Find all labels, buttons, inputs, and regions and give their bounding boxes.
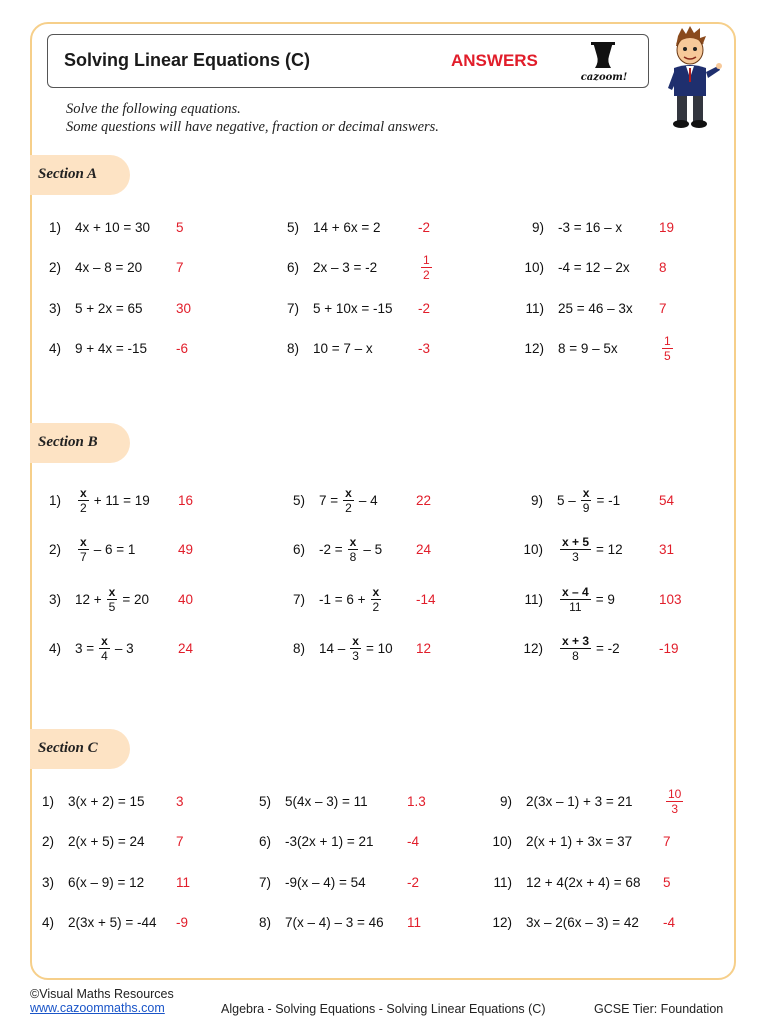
question-number: 4) [41,914,54,930]
answer-value: -9 [176,914,189,930]
fraction-numerator: x [80,534,87,549]
question-number: 11) [524,591,543,607]
answer-value: 19 [659,219,675,235]
fraction-denominator: 8 [349,549,357,564]
question-item [274,584,384,614]
question-number: 1) [48,219,61,235]
equation-text: -2 = [319,541,343,557]
equation-text: = 9 [595,591,615,607]
answer-value: 7 [176,833,184,849]
question-number: 7) [292,591,305,607]
footer-tier: GCSE Tier: Foundation [594,1002,724,1016]
question-number: 1) [48,492,61,508]
answer-value: 49 [178,541,194,557]
footer-website-link[interactable]: www.cazoommaths.com [30,1001,165,1015]
answer-value: 54 [659,492,675,508]
question-item [30,584,149,614]
answer-value [663,786,686,816]
answer-value: 24 [178,640,194,656]
question-equation [75,536,135,563]
fraction [581,487,592,514]
fraction-denominator: 8 [572,648,579,663]
fraction [350,635,361,662]
answer-value: 31 [659,541,675,557]
question-equation: 12 + 4(2x + 4) = 68 [526,874,641,890]
question-equation: 4x + 10 = 30 [75,219,151,235]
question-number: 12) [492,914,512,930]
question-item [505,633,620,663]
answer-value: -2 [418,300,431,316]
question-item [266,293,393,323]
question-item [30,212,150,242]
question-equation: 10 = 7 – x [313,340,373,356]
equation-text: + 11 = 19 [93,492,150,508]
fraction-denominator: 9 [582,500,590,515]
question-equation: 8 = 9 – 5x [558,340,618,356]
footer-breadcrumb: Algebra - Solving Equations - Solving Linear Equations (C) [221,1002,546,1016]
question-item [266,252,377,282]
question-number: 3) [48,591,61,607]
question-item [505,584,615,614]
question-equation [319,487,378,514]
question-number: 5) [292,492,305,508]
equation-text: – 6 = 1 [93,541,136,557]
question-item [30,252,142,282]
answer-value: 22 [416,492,432,508]
equation-text: = -2 [596,640,620,656]
fraction-numerator: x + 5 [562,534,590,549]
question-equation: 4x – 8 = 20 [75,259,143,275]
question-equation [557,586,615,613]
fraction [78,536,89,563]
answer-value: 30 [176,300,192,316]
question-number: 10) [492,833,512,849]
fraction-numerator: x [108,584,116,599]
question-number: 6) [286,259,299,275]
fraction-numerator: x [101,633,108,648]
fraction [107,586,118,613]
fraction [421,254,432,281]
question-item [274,534,382,564]
equation-text: 3 = [75,640,95,656]
question-number: 2) [48,541,61,557]
question-number: 7) [286,300,299,316]
fraction-numerator: x [582,485,590,500]
question-item [240,826,374,856]
equation-text: 5 – [557,492,576,508]
answer-value: 12 [416,640,432,656]
question-item [505,485,620,515]
question-item [505,252,630,282]
fraction-numerator: x [372,584,380,599]
fraction-denominator: 2 [372,599,380,614]
answer-value: 11 [176,874,191,890]
equation-text: = 12 [596,541,623,557]
question-equation: 2(3x + 5) = -44 [68,914,157,930]
question-number: 9) [499,793,512,809]
question-number: 4) [48,640,61,656]
question-item [480,907,639,937]
answer-value: -14 [416,591,436,607]
question-item [24,786,145,816]
question-equation: 9 + 4x = -15 [75,340,148,356]
question-equation: 7(x – 4) – 3 = 46 [285,914,384,930]
question-equation [75,487,150,514]
equation-text: 14 – [319,640,346,656]
question-equation: 3(x + 2) = 15 [68,793,145,809]
fraction-numerator: x [352,633,359,648]
question-equation: -3(2x + 1) = 21 [285,833,374,849]
question-item [240,867,366,897]
question-number: 10) [524,259,544,275]
question-number: 12) [524,340,544,356]
fraction-numerator: x + 3 [562,633,590,648]
question-number: 8) [258,914,271,930]
fraction-denominator: 3 [572,549,579,564]
question-number: 1) [41,793,54,809]
answer-value: 16 [178,492,194,508]
question-item [505,534,623,564]
question-equation: 2(3x – 1) + 3 = 21 [526,793,633,809]
question-number: 3) [41,874,54,890]
fraction-denominator: 2 [345,500,352,515]
question-number: 8) [292,640,305,656]
question-item [30,333,147,363]
question-number: 11) [525,300,544,316]
section-a-label: Section A [38,166,98,182]
equation-text: – 4 [358,492,378,508]
question-number: 4) [48,340,61,356]
fraction-denominator: 11 [569,599,582,614]
question-item [240,907,384,937]
question-equation: 2(x + 5) = 24 [68,833,145,849]
fraction [371,586,382,613]
question-equation [557,635,620,662]
question-number: 2) [41,833,54,849]
question-item [480,786,633,816]
question-equation: 25 = 46 – 3x [558,300,633,316]
fraction-numerator: x [349,534,357,549]
question-item [24,826,145,856]
fraction-denominator: 3 [671,801,679,816]
fraction-denominator: 4 [101,648,108,663]
equation-text: – 5 [363,541,383,557]
answer-value: 5 [663,874,671,890]
question-equation: 5 + 2x = 65 [75,300,143,316]
question-number: 5) [258,793,271,809]
equation-text: 7 = [319,492,339,508]
question-equation: -9(x – 4) = 54 [285,874,366,890]
fraction [560,635,591,662]
answer-value [418,252,435,282]
equation-text: -1 = 6 + [319,591,366,607]
question-item [30,633,134,663]
question-item [505,212,622,242]
answer-value: 5 [176,219,184,235]
question-equation: 5(4x – 3) = 11 [285,793,368,809]
answer-value: 40 [178,591,194,607]
question-number: 10) [523,541,543,557]
question-item [480,867,640,897]
section-c-label: Section C [38,740,98,756]
question-number: 6) [292,541,305,557]
mascot-boy-icon [660,26,722,130]
logo-text: cazoom! [580,72,628,83]
question-number: 11) [493,874,512,890]
question-item [480,826,632,856]
fraction-denominator: 5 [108,599,116,614]
answer-value: 3 [176,793,184,809]
fraction [348,536,359,563]
question-equation [557,487,620,514]
answer-value: 24 [416,541,432,557]
fraction [78,487,89,514]
fraction-numerator: 1 [423,252,430,267]
fraction [666,788,683,815]
answer-value: -4 [663,914,676,930]
question-item [505,293,633,323]
question-equation: 2x – 3 = -2 [313,259,378,275]
instruction-line-1: Solve the following equations. [66,101,241,117]
fraction [662,335,673,362]
question-equation [319,635,393,662]
fraction-numerator: 1 [664,333,671,348]
equation-text: = -1 [596,492,621,508]
question-item [505,333,618,363]
equation-text: – 3 [114,640,134,656]
question-equation: 14 + 6x = 2 [313,219,381,235]
fraction-numerator: x – 4 [562,584,589,599]
equation-text: 12 + [75,591,102,607]
question-equation [75,635,134,662]
question-item [274,485,378,515]
fraction-denominator: 5 [664,348,671,363]
fraction-denominator: 2 [80,500,87,515]
fraction-denominator: 3 [352,648,359,663]
fraction [343,487,354,514]
answer-value: -19 [659,640,679,656]
question-number: 7) [258,874,271,890]
answer-value: -4 [407,833,420,849]
answer-value: -2 [407,874,420,890]
section-b-label: Section B [38,434,98,450]
question-equation [75,586,149,613]
fraction-numerator: 10 [668,786,682,801]
answer-value: -3 [418,340,431,356]
question-item [30,293,143,323]
question-item [30,534,135,564]
answer-value [659,333,676,363]
fraction-numerator: x [80,485,87,500]
question-item [30,485,150,515]
answers-label: ANSWERS [451,51,538,70]
question-equation: 2(x + 1) + 3x = 37 [526,833,633,849]
question-equation [319,586,384,613]
question-item [240,786,368,816]
question-number: 12) [523,640,543,656]
answer-value: 103 [659,591,682,607]
question-equation: 5 + 10x = -15 [313,300,393,316]
question-number: 9) [531,219,544,235]
answer-value: -6 [176,340,189,356]
question-number: 3) [48,300,61,316]
question-equation: -4 = 12 – 2x [558,259,630,275]
question-equation [557,536,623,563]
answer-value: 7 [663,833,671,849]
question-number: 8) [286,340,299,356]
answer-value: 11 [407,914,422,930]
footer-copyright: ©Visual Maths Resources [30,987,174,1001]
fraction-numerator: x [345,485,352,500]
answer-value: 7 [176,259,184,275]
question-item [24,867,144,897]
answer-value: -2 [418,219,431,235]
question-number: 6) [258,833,271,849]
worksheet-title: Solving Linear Equations (C) [64,50,311,70]
fraction-denominator: 7 [80,549,87,564]
instruction-line-2: Some questions will have negative, fraction or decimal answers. [66,119,439,135]
question-equation [319,536,382,563]
question-number: 2) [48,259,61,275]
question-equation: 3x – 2(6x – 3) = 42 [526,914,639,930]
answer-value: 8 [659,259,667,275]
answer-value: 1.3 [407,793,426,809]
equation-text: = 20 [122,591,149,607]
question-item [274,633,393,663]
fraction [560,536,591,563]
question-item [266,333,373,363]
equation-text: = 10 [365,640,393,656]
question-number: 9) [530,492,543,508]
fraction-denominator: 2 [423,267,430,282]
fraction [99,635,110,662]
question-equation: 6(x – 9) = 12 [68,874,145,890]
answer-value: 7 [659,300,667,316]
question-item [24,907,157,937]
question-equation: -3 = 16 – x [558,219,623,235]
question-number: 5) [286,219,299,235]
question-item [266,212,381,242]
fraction [560,586,591,613]
